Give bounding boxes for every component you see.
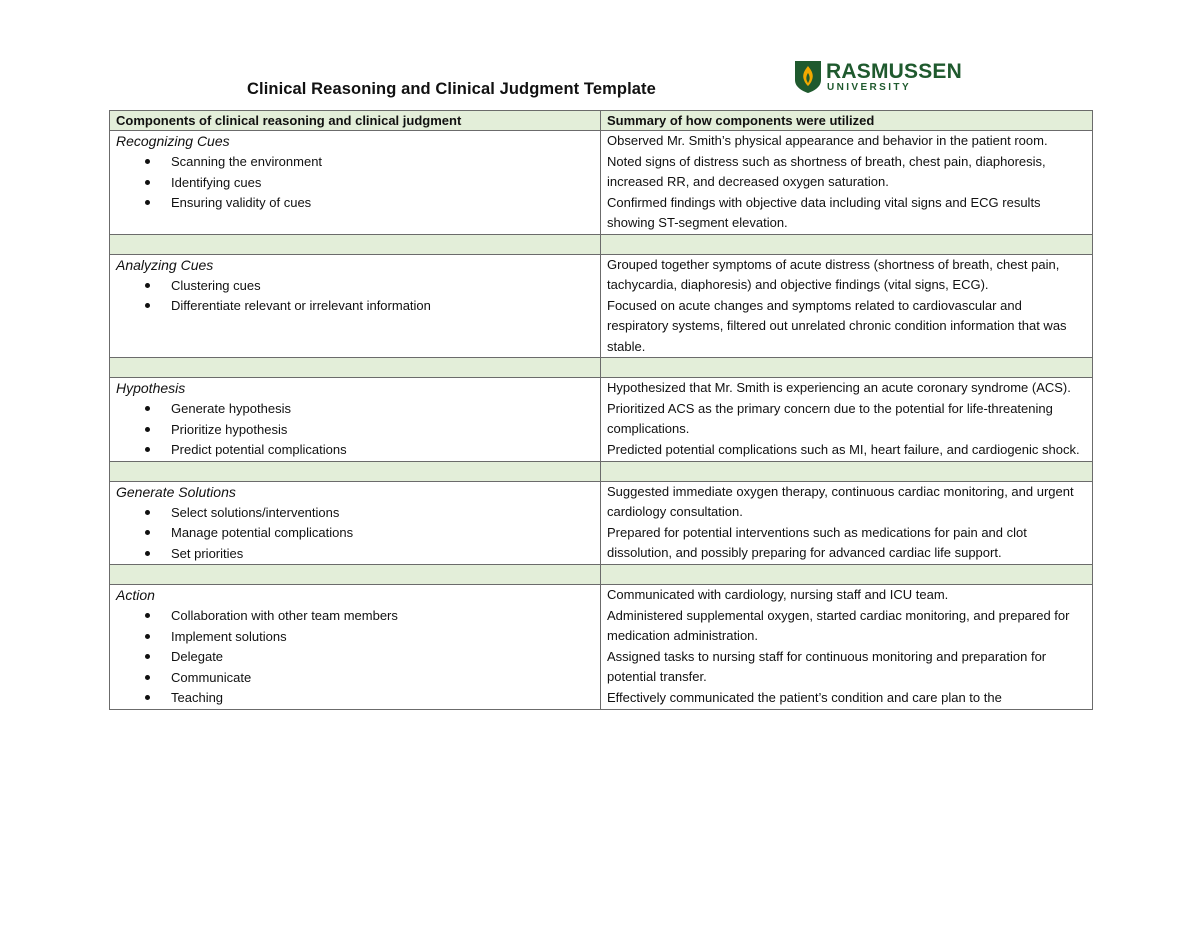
list-item: Generate hypothesis <box>116 399 594 420</box>
summary-text: Predicted potential complications such as MI, heart failure, and cardiogenic shock. <box>607 441 1080 457</box>
summary-text: Assigned tasks to nursing staff for continuous monitoring and preparation for potential transfer. <box>607 648 1047 684</box>
list-item: Implement solutions <box>116 627 594 648</box>
summary-cell <box>601 254 1093 358</box>
spacer-cell <box>601 358 1093 378</box>
list-item: Scanning the environment <box>116 152 594 173</box>
summary-text: Observed Mr. Smith’s physical appearance and behavior in the patient room. <box>607 133 1048 148</box>
component-cell <box>110 254 601 358</box>
spacer-row <box>110 461 1093 481</box>
summary-text: Confirmed findings with objective data including vital signs and ECG results showing ST-segment elevation. <box>607 194 1041 230</box>
spacer-cell <box>601 234 1093 254</box>
component-cell <box>110 378 601 462</box>
summary-text: Communicated with cardiology, nursing staff and ICU team. <box>607 587 949 602</box>
table-row <box>110 585 1093 710</box>
component-title: Action <box>116 587 155 603</box>
list-item: Identifying cues <box>116 173 594 194</box>
list-item: Set priorities <box>116 544 594 565</box>
list-item: Communicate <box>116 668 594 689</box>
spacer-cell <box>110 461 601 481</box>
document-title: Clinical Reasoning and Clinical Judgment Template <box>247 80 656 98</box>
list-item: Collaboration with other team members <box>116 606 594 627</box>
summary-cell <box>601 585 1093 710</box>
list-item: Prioritize hypothesis <box>116 420 594 441</box>
spacer-cell <box>110 358 601 378</box>
component-cell <box>110 131 601 235</box>
summary-cell <box>601 378 1093 462</box>
table-row <box>110 131 1093 235</box>
spacer-cell <box>601 565 1093 585</box>
table-header-row <box>110 111 1093 131</box>
table-row <box>110 254 1093 358</box>
summary-text: Administered supplemental oxygen, started cardiac monitoring, and prepared for medication administration. <box>607 607 1070 643</box>
column-header-components: Components of clinical reasoning and clinical judgment <box>110 111 601 131</box>
list-item: Delegate <box>116 647 594 668</box>
component-cell <box>110 481 601 565</box>
component-cell <box>110 585 601 710</box>
list-item: Predict potential complications <box>116 440 594 461</box>
spacer-row <box>110 358 1093 378</box>
flame-shield-icon <box>794 60 822 94</box>
list-item: Teaching <box>116 688 594 709</box>
component-title: Generate Solutions <box>116 483 236 500</box>
spacer-row <box>110 234 1093 254</box>
rasmussen-logo <box>794 60 962 96</box>
component-title: Hypothesis <box>116 380 186 396</box>
summary-text: Focused on acute changes and symptoms related to cardiovascular and respiratory systems, filtered out unrelated chronic condition information that was stable. <box>607 297 1067 354</box>
list-item: Differentiate relevant or irrelevant information <box>116 296 594 317</box>
summary-text: Noted signs of distress such as shortness of breath, chest pain, diaphoresis, increased RR, and decreased oxygen saturation. <box>607 153 1046 189</box>
summary-cell <box>601 131 1093 235</box>
summary-text: Effectively communicated the patient’s condition and care plan to the <box>607 689 1002 705</box>
logo-wordmark: RASMUSSEN <box>826 60 962 83</box>
column-header-summary: Summary of how components were utilized <box>601 111 1093 131</box>
table-row <box>110 378 1093 462</box>
summary-cell <box>601 481 1093 565</box>
list-item: Ensuring validity of cues <box>116 193 594 214</box>
clinical-judgment-table <box>109 110 1093 710</box>
spacer-cell <box>601 461 1093 481</box>
spacer-cell <box>110 234 601 254</box>
list-item: Clustering cues <box>116 276 594 297</box>
table-row <box>110 481 1093 565</box>
summary-text: Prioritized ACS as the primary concern due to the potential for life-threatening complications. <box>607 400 1053 436</box>
summary-text: Suggested immediate oxygen therapy, continuous cardiac monitoring, and urgent cardiology consultation. <box>607 483 1074 519</box>
summary-text: Hypothesized that Mr. Smith is experiencing an acute coronary syndrome (ACS). <box>607 380 1071 395</box>
list-item: Manage potential complications <box>116 523 594 544</box>
logo-subtitle: UNIVERSITY <box>827 82 912 93</box>
component-title: Analyzing Cues <box>116 256 214 273</box>
summary-text: Grouped together symptoms of acute distress (shortness of breath, chest pain, tachycardia, diaphoresis) and objective findings (vital signs, ECG). <box>607 256 1060 292</box>
spacer-cell <box>110 565 601 585</box>
list-item: Select solutions/interventions <box>116 503 594 524</box>
spacer-row <box>110 565 1093 585</box>
summary-text: Prepared for potential interventions such as medications for pain and clot dissolution, and possibly preparing for advanced cardiac life support. <box>607 524 1027 560</box>
component-title: Recognizing Cues <box>116 133 230 149</box>
